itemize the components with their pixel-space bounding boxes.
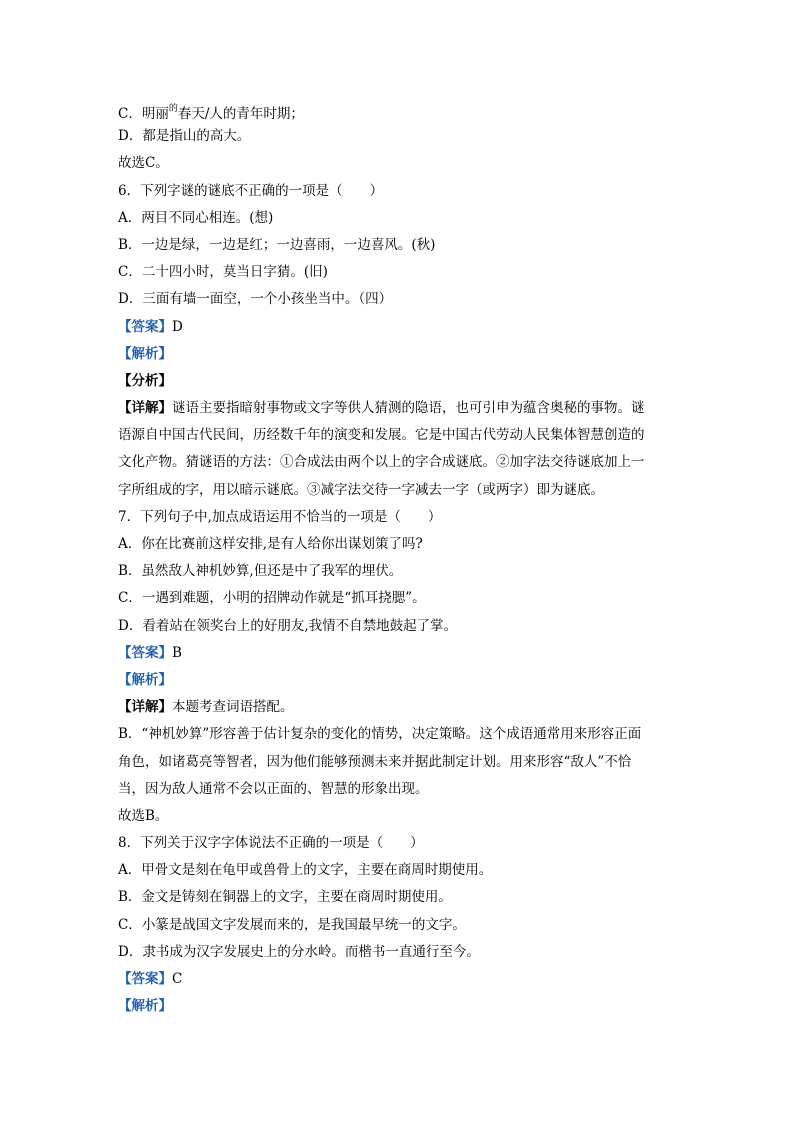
answer-tag: 【答案】 (118, 971, 172, 987)
analysis-tag: 【解析】 (118, 345, 172, 362)
question-6: 6．下列字谜的谜底不正确的一项是（ ） (118, 182, 384, 199)
q7-detail-3: 当，因为敌人通常不会以正面的、智慧的形象出现。 (118, 780, 429, 797)
option-c-prev: C．明丽$^的$春天/人的青年时期； (118, 104, 304, 122)
q6-detail-4: 字所组成的字，用以暗示谜底。③减字法交待一字减去一字（或两字）即为谜底。 (118, 481, 604, 498)
q8-analysis (118, 993, 678, 1020)
q6-detail-3: 文化产物。猜谜语的方法：①合成法由两个以上的字合成谜底。②加字法交待谜底加上一 (118, 454, 645, 471)
q6-fenxi (118, 368, 678, 395)
q6-option-b: B．一边是绿，一边是红；一边喜雨，一边喜风。(秋) (118, 236, 436, 253)
q7-option-d: D．看着站在领奖台上的好朋友,我情不自禁地鼓起了掌。 (118, 617, 458, 634)
conclusion-prev: 故选C。 (118, 155, 169, 172)
q7-detail-0: 【详解】本题考查词语搭配。 (118, 699, 294, 716)
q6-analysis (118, 341, 678, 368)
q6-option-c: C．二十四小时，莫当日字猜。(旧) (118, 264, 328, 281)
detail-tag: 【详解】 (118, 400, 172, 417)
q6-option-a: A．两目不同心相连。(想) (118, 209, 274, 226)
analysis-tag: 【解析】 (118, 671, 172, 688)
superscript-char: 的 (168, 104, 178, 114)
q7-detail-1: B．“神机妙算”形容善于估计复杂的变化的情势，决定策略。这个成语通常用来形容正面 (118, 726, 642, 743)
q6-option-d: D．三面有墙一面空，一个小孩坐当中。（四） (118, 291, 393, 308)
q7-detail-2: 角色，如诸葛亮等智者，因为他们能够预测未来并据此制定计划。用来形容“敌人”不恰 (118, 753, 632, 770)
q7-conclusion: 故选B。 (118, 807, 169, 824)
q8-option-d: D．隶书成为汉字发展史上的分水岭。而楷书一直通行至今。 (118, 943, 480, 960)
answer-tag: 【答案】 (118, 644, 172, 661)
q7-option-a: A．你在比赛前这样安排,是有人给你出谋划策了吗? (118, 536, 423, 552)
q7-answer: 【答案】B (118, 644, 182, 661)
q7-option-b: B．虽然敌人神机妙算,但还是中了我军的埋伏。 (118, 563, 403, 580)
q6-detail-1: 【详解】谜语主要指暗射事物或文字等供人猜测的隐语，也可引申为蕴含奥秘的事物。谜 (118, 400, 645, 417)
analysis-tag: 【解析】 (118, 998, 172, 1015)
option-d-prev: D．都是指山的高大。 (118, 128, 251, 145)
question-8: 8．下列关于汉字字体说法不正确的一项是（ ） (118, 835, 424, 852)
q8-option-c: C．小篆是战国文字发展而来的，是我国最早统一的文字。 (118, 916, 466, 933)
detail-tag: 【详解】 (118, 699, 172, 716)
q8-option-a: A．甲骨文是刻在龟甲或兽骨上的文字，主要在商周时期使用。 (118, 862, 493, 879)
document-page (118, 96, 678, 1020)
answer-tag: 【答案】 (118, 318, 172, 335)
q7-option-c: C．一遇到难题，小明的招牌动作就是“抓耳挠腮”。 (118, 590, 426, 607)
q6-answer: 【答案】D (118, 318, 183, 335)
q7-analysis (118, 667, 678, 694)
q6-detail-2: 语源自中国古代民间，历经数千年的演变和发展。它是中国古代劳动人民集体智慧创造的 (118, 427, 645, 444)
fenxi-tag: 【分析】 (118, 372, 172, 389)
q8-answer: 【答案】C (118, 971, 183, 987)
question-7: 7．下列句子中,加点成语运用不恰当的一项是（ ） (118, 508, 442, 525)
q8-option-b: B．金文是铸刻在铜器上的文字，主要在商周时期使用。 (118, 889, 452, 906)
